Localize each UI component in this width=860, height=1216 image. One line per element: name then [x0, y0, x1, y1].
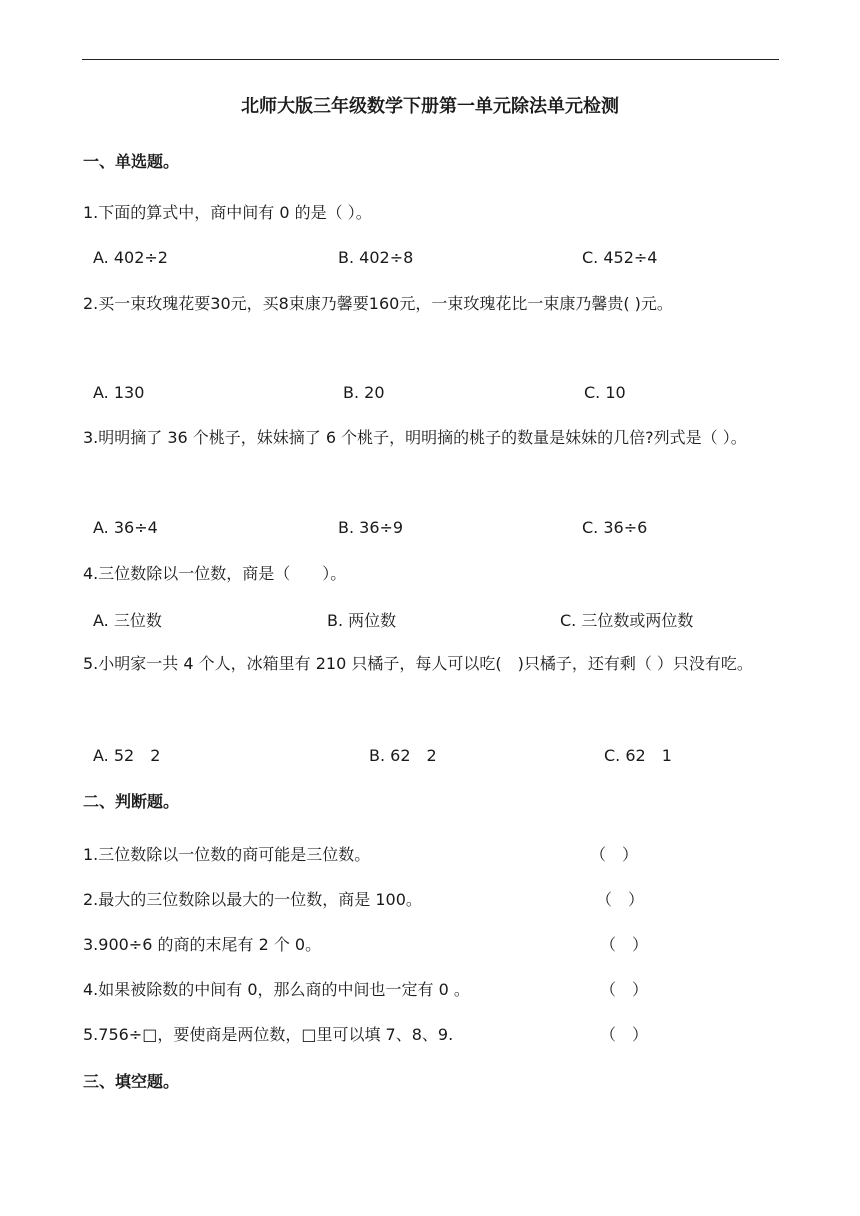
option-a: A. 三位数: [93, 611, 162, 630]
answer-blank: （ ）: [590, 845, 639, 864]
option-b: B. 20: [343, 383, 385, 402]
option-a: A. 402÷2: [93, 248, 168, 267]
header-rule: [82, 59, 779, 60]
option-c: C. 62 1: [604, 746, 672, 765]
question-text: 5.小明家一共 4 个人，冰箱里有 210 只橘子，每人可以吃( )只橘子，还有剩（ ）只没有吃。: [83, 654, 753, 673]
judge-question: 4.如果被除数的中间有 0，那么商的中间也一定有 0 。: [83, 980, 470, 999]
option-a: A. 36÷4: [93, 518, 158, 537]
option-c: C. 10: [584, 383, 626, 402]
section-heading-true-false: 二、判断题。: [83, 792, 180, 811]
question-text: 4.三位数除以一位数，商是（ ）。: [83, 564, 347, 583]
option-a: A. 52 2: [93, 746, 161, 765]
answer-blank: （ ）: [600, 935, 649, 954]
answer-blank: （ ）: [600, 980, 649, 999]
judge-question: 3.900÷6 的商的末尾有 2 个 0。: [83, 935, 322, 954]
option-a: A. 130: [93, 383, 145, 402]
option-c: C. 36÷6: [582, 518, 648, 537]
answer-blank: （ ）: [600, 1025, 649, 1044]
judge-question: 5.756÷□，要使商是两位数，□里可以填 7、8、9.: [83, 1025, 454, 1044]
judge-question: 1.三位数除以一位数的商可能是三位数。: [83, 845, 371, 864]
section-heading-fill-blank: 三、填空题。: [83, 1072, 180, 1091]
question-text: 2.买一束玫瑰花要30元，买8束康乃馨要160元，一束玫瑰花比一束康乃馨贵( )元。: [83, 294, 673, 313]
section-heading-multiple-choice: 一、单选题。: [83, 152, 180, 171]
option-b: B. 36÷9: [338, 518, 404, 537]
option-c: C. 三位数或两位数: [560, 611, 694, 630]
option-b: B. 402÷8: [338, 248, 414, 267]
option-c: C. 452÷4: [582, 248, 658, 267]
page-title: 北师大版三年级数学下册第一单元除法单元检测: [241, 96, 619, 117]
question-text: 1.下面的算式中，商中间有 0 的是（ ）。: [83, 203, 372, 222]
question-text: 3.明明摘了 36 个桃子，妹妹摘了 6 个桃子，明明摘的桃子的数量是妹妹的几倍?列式是（ ）。: [83, 428, 747, 447]
judge-question: 2.最大的三位数除以最大的一位数，商是 100。: [83, 890, 422, 909]
option-b: B. 62 2: [369, 746, 437, 765]
option-b: B. 两位数: [327, 611, 397, 630]
answer-blank: （ ）: [596, 890, 645, 909]
